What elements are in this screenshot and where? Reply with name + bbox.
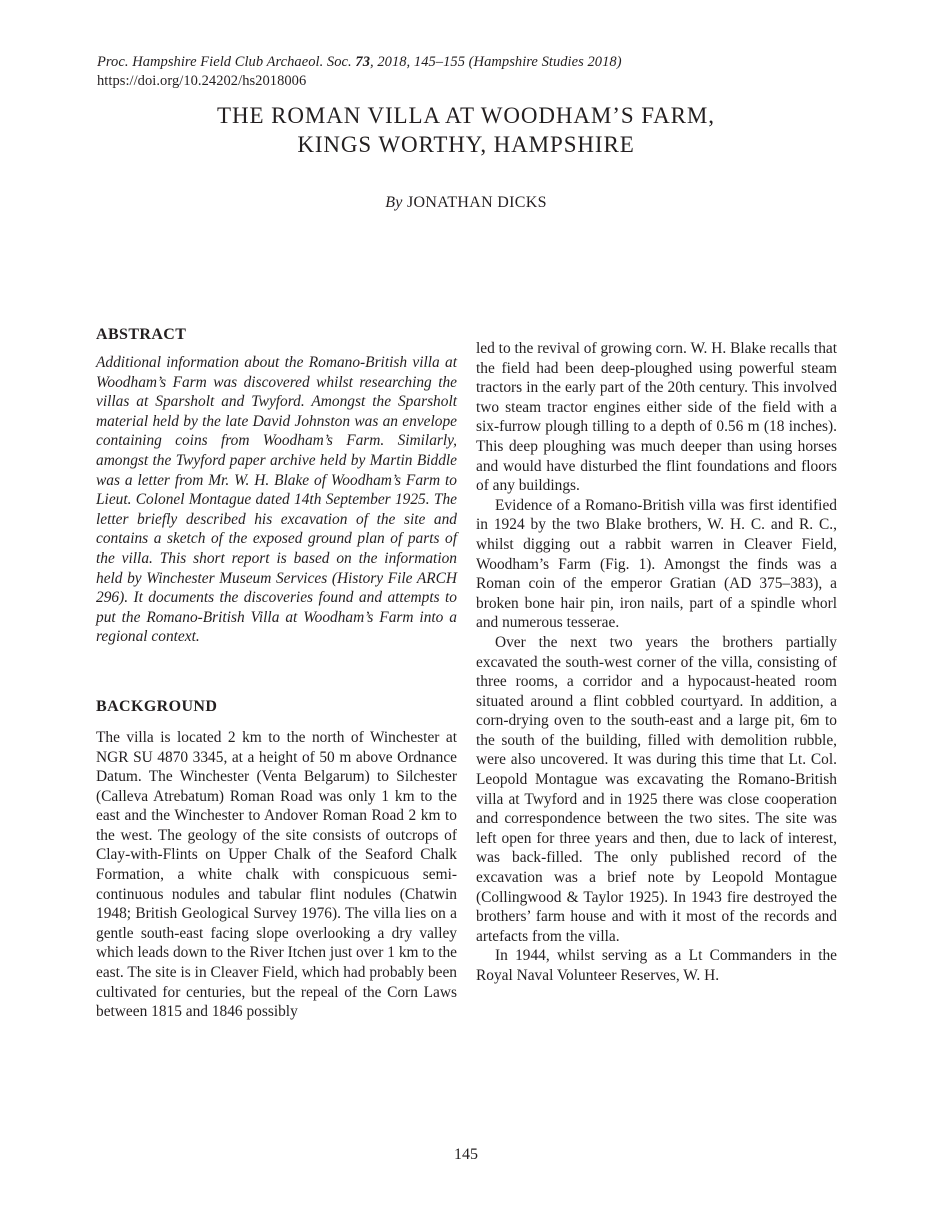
- doi-link[interactable]: https://doi.org/10.24202/hs2018006: [97, 73, 307, 89]
- abstract-text: Additional information about the Romano-British villa at Woodham’s Farm was discovered whilst researching the villas at Sparsholt and Twyford. Amongst the Sparsholt material held by the late David Johnston was an envelope containing coins from Woodham’s Farm. Similarly, amongst the Twyford paper archive held by Martin Biddle was a letter from Mr. W. H. Blake of Woodham’s Farm to Lieut. Colonel Montague dated 14th September 1925. The letter briefly described his excavation of the site and contains a sketch of the exposed ground plan of parts of the villa. This short report is based on the information held by Winchester Museum Services (History File ARCH 296). It documents the discoveries found and attempts to put the Romano-British Villa at Woodham’s Farm into a regional context.: [96, 354, 457, 646]
- article-title: [0, 101, 932, 159]
- citation-line: [97, 53, 622, 72]
- title-line-1: THE ROMAN VILLA AT WOODHAM’S FARM,: [217, 103, 715, 128]
- background-heading: BACKGROUND: [96, 697, 218, 715]
- journal-details: , 2018, 145–155 (Hampshire Studies 2018): [370, 54, 622, 70]
- background-paragraph-2: Evidence of a Romano-British villa was first identified in 1924 by the two Blake brothers, W. H. C. and R. C., whilst digging out a rabbit warren in Cleaver Field, Woodham’s Farm (Fig. 1). Amongst the finds was a Roman coin of the emperor Gratian (AD 375–383), a broken bone hair pin, iron nails, part of a spindle whorl and numerous tesserae.: [476, 496, 837, 632]
- page-number: 145: [454, 1146, 478, 1163]
- journal-name: Proc. Hampshire Field Club Archaeol. Soc.: [97, 54, 352, 70]
- background-paragraph-1-continued: led to the revival of growing corn. W. H. Blake recalls that the field had been deep-ploughed using powerful steam tractors in the early part of the 20th century. This involved two steam tractor engines either side of the field with a six-furrow plough tilling to a depth of 0.56 m (18 inches). This deep ploughing was much deeper than using horses and would have disturbed the flint foundations and floors of any buildings.: [476, 340, 837, 495]
- background-paragraph-3: Over the next two years the brothers partially excavated the south-west corner of the villa, consisting of three rooms, a corridor and a hypocaust-heated room situated around a flint cobbled courtyard. In addition, a corn-drying oven to the south-east and a large pit, 6m to the south of the building, filled with demolition rubble, were also uncovered. It was during this time that Lt. Col. Leopold Montague was excavating the Romano-British villa at Twyford and in 1925 there was close cooperation and correspondence between the two sites. The site was left open for three years and then, due to lack of interest, was back-filled. The only published record of the excavation was a brief note by Leopold Montague (Collingwood & Taylor 1925). In 1943 fire destroyed the brothers’ farm house and with it most of the records and artefacts from the villa.: [476, 633, 837, 945]
- background-paragraph-1: The villa is located 2 km to the north of Winchester at NGR SU 4870 3345, at a height of 50 m above Ordnance Datum. The Winchester (Venta Belgarum) to Silchester (Calleva Atrebatum) Roman Road was only 1 km to the east and the Winchester to Andover Roman Road 2 km to the west. The geology of the site consists of outcrops of Clay-with-Flints on Upper Chalk of the Seaford Chalk Formation, a white chalk with conspicuous semi-continuous nodules and tabular flint nodules (Chatwin 1948; British Geological Survey 1976). The villa lies on a gentle south-east facing slope overlooking a dry valley which leads down to the River Itchen just over 1 km to the east. The site is in Cleaver Field, which had probably been cultivated for centuries, but the repeal of the Corn Laws between 1815 and 1846 possibly: [96, 728, 457, 1021]
- author-name: JONATHAN DICKS: [407, 194, 547, 211]
- journal-volume: 73: [355, 54, 370, 70]
- citation-header: [97, 53, 622, 91]
- abstract-heading: ABSTRACT: [96, 326, 187, 343]
- right-column: [476, 339, 837, 986]
- title-line-2: KINGS WORTHY, HAMPSHIRE: [297, 132, 635, 157]
- background-paragraph-4: In 1944, whilst serving as a Lt Commanders in the Royal Naval Volunteer Reserves, W. H.: [476, 947, 837, 984]
- byline-by: By: [385, 194, 403, 211]
- left-column: [96, 325, 457, 1022]
- byline: [0, 193, 932, 213]
